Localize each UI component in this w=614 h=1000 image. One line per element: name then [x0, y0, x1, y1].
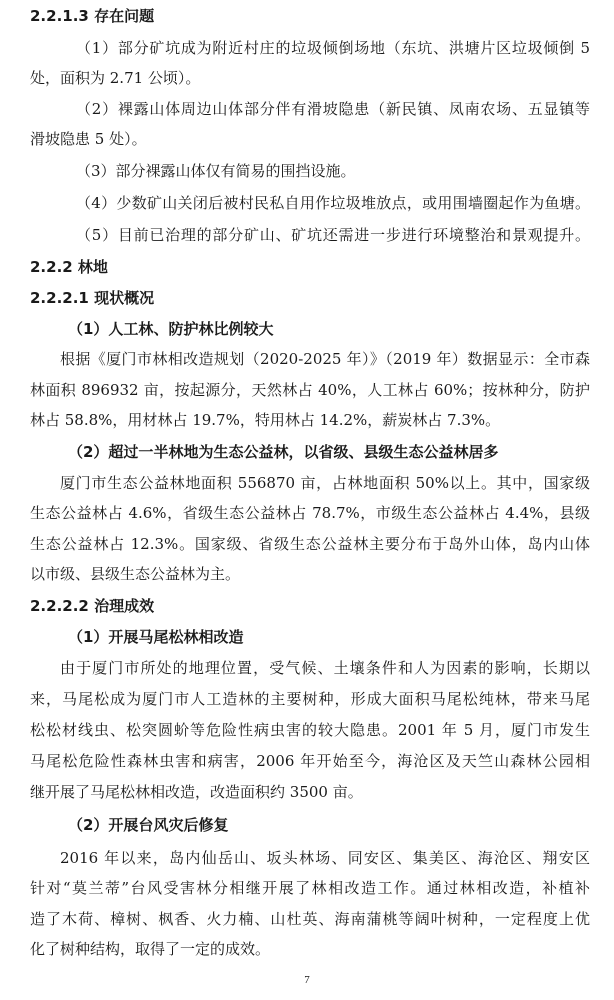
para-4-line-1: 2016 年以来，岛内仙岳山、坂头林场、同安区、集美区、海沧区、翔安区 — [60, 849, 590, 867]
para-2-line-1: 厦门市生态公益林地面积 556870 亩，占林地面积 50%以上。其中，国家级 — [60, 474, 590, 492]
para-1-line-1: 根据《厦门市林相改造规划（2020-2025 年）》（2019 年）数据显示：全市森 — [60, 350, 590, 368]
section-heading-2-2-2-2: 2.2.2.2 治理成效 — [30, 597, 155, 615]
para-2-line-4: 以市级、县级生态公益林为主。 — [30, 565, 241, 583]
issue-1-line-2: 处，面积为 2.71 公顷）。 — [30, 69, 201, 87]
subheading-artificial-forest: （1）人工林、防护林比例较大 — [68, 320, 274, 338]
para-3-line-4: 马尾松危险性森林虫害和病害，2006 年开始至今，海沧区及天竺山森林公园相 — [30, 752, 590, 770]
para-3-line-3: 松松材线虫、松突圆蚧等危险性病虫害的较大隐患。2001 年 5 月，厦门市发生 — [30, 721, 590, 739]
section-heading-2-2-1-3: 2.2.1.3 存在问题 — [30, 7, 155, 25]
issue-4: （4）少数矿山关闭后被村民私自用作垃圾堆放点，或用围墙圈起作为鱼塘。 — [76, 194, 590, 212]
issue-2-line-2: 滑坡隐患 5 处）。 — [30, 130, 147, 148]
subheading-masson-pine: （1）开展马尾松林相改造 — [68, 628, 244, 646]
issue-2-line-1: （2）裸露山体周边山体部分伴有滑坡隐患（新民镇、凤南农场、五显镇等 — [76, 100, 590, 118]
page-number: 7 — [304, 974, 310, 986]
subheading-public-welfare-forest: （2）超过一半林地为生态公益林，以省级、县级生态公益林居多 — [68, 443, 499, 461]
para-4-line-3: 造了木荷、樟树、枫香、火力楠、山杜英、海南蒲桃等阔叶树种，一定程度上优 — [30, 910, 590, 928]
subheading-typhoon-repair: （2）开展台风灾后修复 — [68, 816, 229, 834]
para-2-line-3: 生态公益林占 12.3%。国家级、省级生态公益林主要分布于岛外山体，岛内山体 — [30, 535, 590, 553]
para-4-line-4: 化了树种结构，取得了一定的成效。 — [30, 940, 271, 958]
para-1-line-2: 林面积 896932 亩，按起源分，天然林占 40%，人工林占 60%；按林种分，防护 — [30, 381, 590, 399]
para-3-line-2: 来，马尾松成为厦门市人工造林的主要树种，形成大面积马尾松纯林，带来马尾 — [30, 690, 590, 708]
para-3-line-1: 由于厦门市所处的地理位置，受气候、土壤条件和人为因素的影响，长期以 — [60, 659, 590, 677]
para-3-line-5: 继开展了马尾松林相改造，改造面积约 3500 亩。 — [30, 783, 363, 801]
issue-5: （5）目前已治理的部分矿山、矿坑还需进一步进行环境整治和景观提升。 — [76, 226, 590, 244]
issue-1-line-1: （1）部分矿坑成为附近村庄的垃圾倾倒场地（东坑、洪塘片区垃圾倾倒 5 — [76, 39, 590, 57]
para-2-line-2: 生态公益林占 4.6%，省级生态公益林占 78.7%，市级生态公益林占 4.4%，县级 — [30, 504, 590, 522]
section-heading-2-2-2-1: 2.2.2.1 现状概况 — [30, 289, 155, 307]
para-1-line-3: 林占 58.8%，用材林占 19.7%，特用林占 14.2%，薪炭林占 7.3%。 — [30, 411, 501, 429]
para-4-line-2: 针对“莫兰蒂”台风受害林分相继开展了林相改造工作。通过林相改造，补植补 — [30, 879, 590, 897]
section-heading-2-2-2: 2.2.2 林地 — [30, 258, 108, 276]
issue-3: （3）部分裸露山体仅有简易的围挡设施。 — [76, 162, 356, 180]
